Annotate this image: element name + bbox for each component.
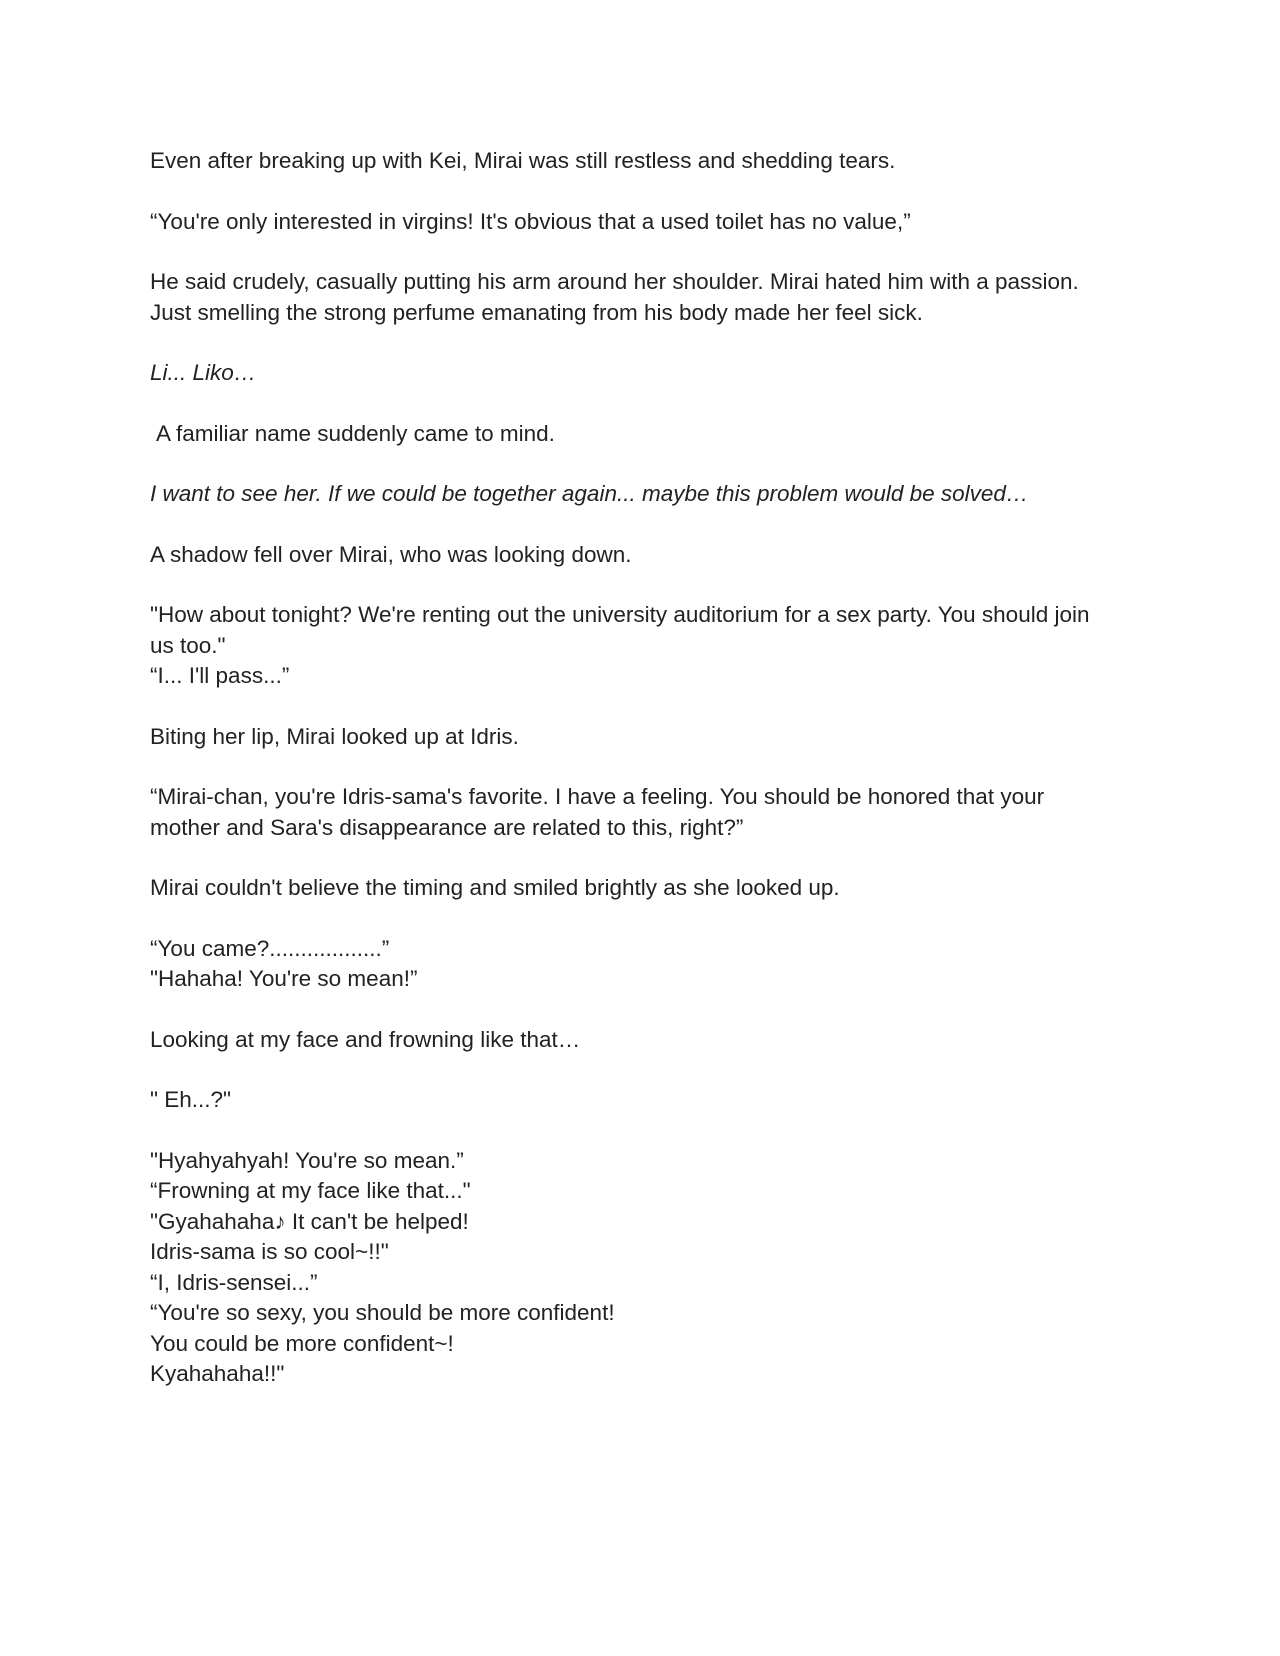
document-body	[150, 146, 1130, 1390]
paragraph: Biting her lip, Mirai looked up at Idris.	[150, 723, 519, 749]
dialogue-line: “You're so sexy, you should be more confident!	[150, 1300, 615, 1325]
dialogue-line: mother and Sara's disappearance are related to this, right?”	[150, 814, 744, 840]
paragraph-line: Just smelling the strong perfume emanating from his body made her feel sick.	[150, 299, 923, 325]
paragraph: A familiar name suddenly came to mind.	[156, 420, 555, 446]
dialogue-line: “I... I'll pass...”	[150, 663, 290, 688]
dialogue-line: “Mirai-chan, you're Idris-sama's favorite. I have a feeling. You should be honored that your	[150, 784, 1045, 809]
paragraph	[150, 267, 1130, 328]
dialogue-block	[150, 782, 1130, 843]
dialogue-line: Kyahahaha!!"	[150, 1361, 285, 1386]
dialogue-block	[150, 600, 1130, 692]
dialogue-line: "How about tonight? We're renting out the university auditorium for a sex party. You should join	[150, 602, 1090, 627]
paragraph: A shadow fell over Mirai, who was looking down.	[150, 541, 632, 567]
dialogue-line: " Eh...?"	[150, 1087, 232, 1112]
dialogue-block	[150, 934, 1130, 995]
paragraph: Looking at my face and frowning like that…	[150, 1026, 581, 1052]
dialogue-line: “Frowning at my face like that..."	[150, 1178, 471, 1203]
dialogue-line: "Hahaha! You're so mean!”	[150, 966, 418, 991]
dialogue-line: You could be more confident~!	[150, 1330, 454, 1356]
paragraph: Mirai couldn't believe the timing and smiled brightly as she looked up.	[150, 875, 840, 900]
dialogue-line: “You came?..................”	[150, 935, 390, 961]
dialogue-line: Idris-sama is so cool~!!"	[150, 1239, 389, 1264]
dialogue-line: "Gyahahaha♪ It can't be helped!	[150, 1208, 469, 1234]
dialogue-line: “I, Idris-sensei...”	[150, 1269, 318, 1295]
dialogue-line: "Hyahyahyah! You're so mean.”	[150, 1147, 464, 1173]
italic-thought: Li... Liko…	[150, 360, 257, 385]
paragraph-line: He said crudely, casually putting his arm around her shoulder. Mirai hated him with a passion.	[150, 269, 1079, 294]
dialogue-line: us too."	[150, 632, 226, 658]
dialogue-block	[150, 1146, 1130, 1390]
italic-thought: I want to see her. If we could be together again... maybe this problem would be solved…	[150, 481, 1029, 506]
paragraph: “You're only interested in virgins! It's obvious that a used toilet has no value,”	[150, 208, 911, 234]
paragraph: Even after breaking up with Kei, Mirai was still restless and shedding tears.	[150, 148, 896, 173]
